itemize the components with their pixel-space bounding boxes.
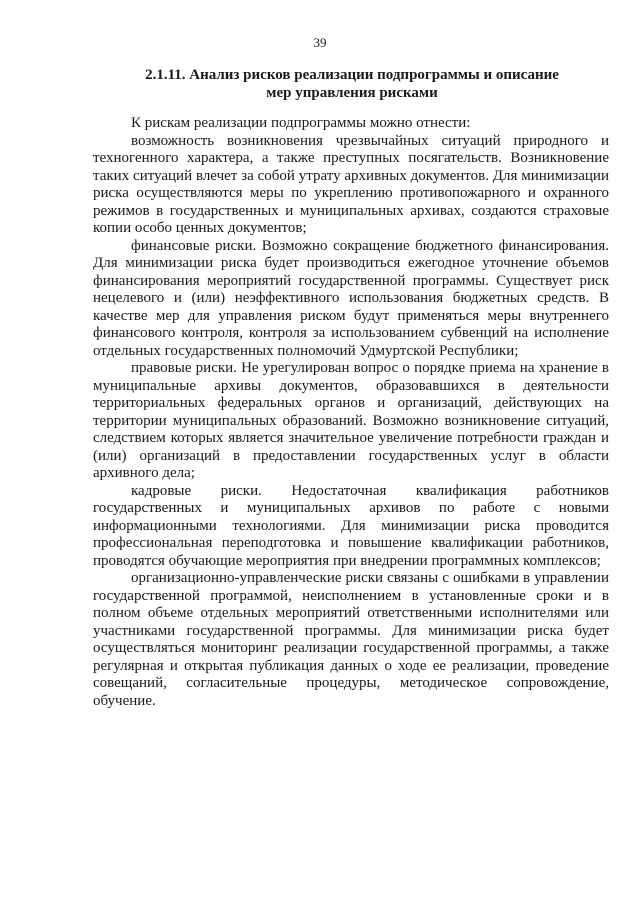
page-number: 39 [313, 35, 327, 50]
paragraph-personnel-risks: кадровые риски. Недостаточная квалификация работников государственных и муниципальных архивов по работе с новыми информационными технологиями. Для минимизации риска проводится профессиональная переподготовка и повышение квалификации работников, проводятся обучающие мероприятия при внедрении программных комплексов; [93, 482, 609, 569]
paragraph-financial-risks: финансовые риски. Возможно сокращение бюджетного финансирования. Для минимизации риска будет производиться ежегодное уточнение объемов финансирования мероприятий государственной программы. Существует риск нецелевого и (или) неэффективного использования бюджетных средств. В качестве мер для управления риском будут применяться меры внутреннего финансового контроля, контроля за использованием субвенций на исполнение отдельных государственных полномочий Удмуртской Республики; [93, 237, 609, 359]
paragraph-organizational-risks: организационно-управленческие риски связаны с ошибками в управлении государственной программой, неисполнением в установленные сроки и в полном объеме отдельных мероприятий ответственными исполнителями или участниками государственной программы. Для минимизации риска будет осуществляться мониторинг реализации государственной программы, а также регулярная и открытая публикация данных о ходе ее реализации, проведение совещаний, согласительные процедуры, методическое сопровождение, обучение. [93, 570, 609, 709]
section-heading [96, 66, 608, 102]
section-heading-line-2: мер управления рисками [266, 85, 438, 101]
body-text [93, 115, 609, 710]
section-heading-line-1: 2.1.11. Анализ рисков реализации подпрограммы и описание [145, 67, 559, 83]
paragraph-intro: К рискам реализации подпрограммы можно отнести: [131, 115, 471, 131]
paragraph-legal-risks: правовые риски. Не урегулирован вопрос о порядке приема на хранение в муниципальные архивы документов, образовавшихся в деятельности территориальных федеральных органов и организаций, действующих на территории муниципальных образований. Возможно возникновение ситуаций, следствием которых является значительное увеличение потребности граждан и (или) организаций в предоставлении государственных услуг в области архивного дела; [93, 360, 609, 481]
paragraph-emergency-risks: возможность возникновения чрезвычайных ситуаций природного и техногенного характера, а также преступных посягательств. Возникновение таких ситуаций влечет за собой утрату архивных документов. Для минимизации риска осуществляются меры по укреплению противопожарного и охранного режимов в государственных и муниципальных архивах, создаются страховые копии особо ценных документов; [93, 132, 609, 236]
